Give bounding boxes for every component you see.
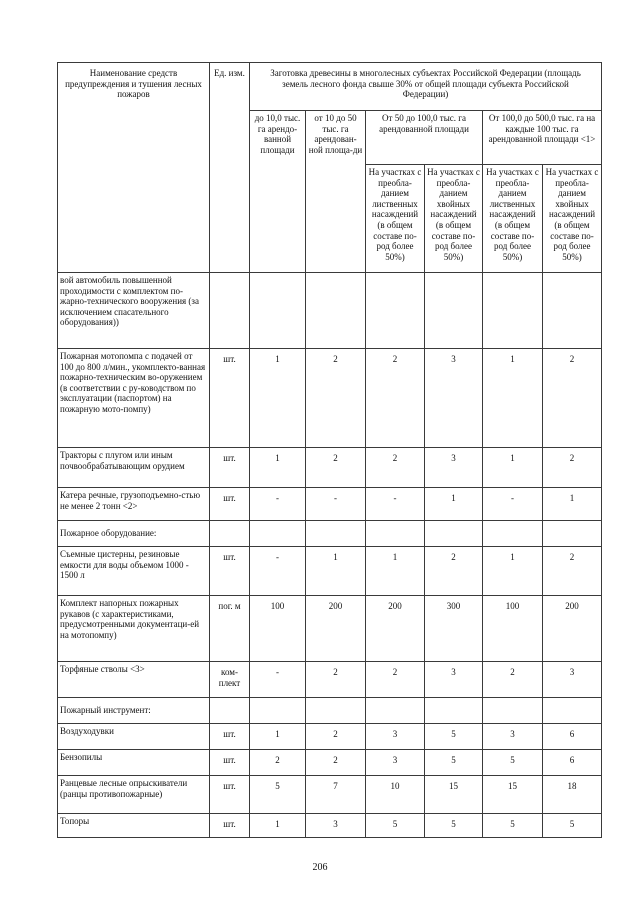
row-value: 1 — [483, 547, 543, 596]
row-value: 1 — [366, 547, 425, 596]
row-value: 200 — [366, 596, 425, 662]
row-value: 15 — [483, 776, 543, 814]
row-value: 3 — [306, 814, 366, 838]
row-value — [306, 273, 366, 349]
row-value — [250, 273, 306, 349]
row-value: - — [483, 488, 543, 521]
row-value: 2 — [543, 547, 602, 596]
header-100-to-500: От 100,0 до 500,0 тыс. га на каждые 100 тыс. га арендованной площади <1> — [483, 111, 602, 165]
row-value — [543, 521, 602, 547]
row-value: 2 — [366, 448, 425, 488]
row-value — [306, 698, 366, 724]
row-name: Катера речные, грузоподъемно-стью не менее 2 тонн <2> — [58, 488, 210, 521]
row-value: 2 — [543, 349, 602, 448]
row-value: 5 — [250, 776, 306, 814]
page-number: 206 — [312, 862, 328, 873]
row-value: 3 — [543, 662, 602, 698]
row-value: 5 — [543, 814, 602, 838]
row-value: 2 — [425, 547, 483, 596]
row-value: 7 — [306, 776, 366, 814]
table-row — [58, 662, 602, 698]
header-50-100-deciduous: На участках с преобла-данием лиственных насаждений (в общем составе по-род более 50%) — [366, 165, 425, 273]
row-value: 100 — [250, 596, 306, 662]
row-name: Пожарный инструмент: — [58, 698, 210, 724]
row-unit: шт. — [210, 448, 250, 488]
row-name: Торфяные стволы <3> — [58, 662, 210, 698]
header-50-to-100: От 50 до 100,0 тыс. га арендованной площади — [366, 111, 483, 165]
row-unit: шт. — [210, 349, 250, 448]
row-value: 1 — [483, 448, 543, 488]
header-up-to-10: до 10,0 тыс. га арендо-ванной площади — [250, 111, 306, 273]
row-unit: шт. — [210, 776, 250, 814]
row-unit — [210, 521, 250, 547]
row-value: 2 — [250, 750, 306, 776]
row-value — [250, 521, 306, 547]
row-value: 5 — [483, 750, 543, 776]
row-value: 2 — [366, 349, 425, 448]
header-name: Наименование средств предупреждения и тушения лесных пожаров — [58, 63, 210, 273]
row-value: 2 — [306, 750, 366, 776]
table-row — [58, 776, 602, 814]
row-unit: шт. — [210, 488, 250, 521]
table-row — [58, 349, 602, 448]
row-value: 18 — [543, 776, 602, 814]
row-name: Топоры — [58, 814, 210, 838]
row-value: 3 — [425, 448, 483, 488]
row-value: 2 — [306, 724, 366, 750]
row-name: Бензопилы — [58, 750, 210, 776]
row-unit: шт. — [210, 814, 250, 838]
row-value — [425, 273, 483, 349]
row-name: Пожарное оборудование: — [58, 521, 210, 547]
row-value: 1 — [250, 349, 306, 448]
row-value: - — [250, 547, 306, 596]
row-value: 1 — [483, 349, 543, 448]
row-value — [306, 521, 366, 547]
header-50-100-coniferous: На участках с преобла-данием хвойных насаждений (в общем составе по-род более 50%) — [425, 165, 483, 273]
table-row — [58, 814, 602, 838]
header-harvest-group: Заготовка древесины в многолесных субъектах Российской Федерации (площадь земель лесного фонда свыше 30% от общей площади субъекта Российской Федерации) — [250, 63, 602, 111]
header-100-500-deciduous: На участках с преобла-данием лиственных насаждений (в общем составе по-род более 50%) — [483, 165, 543, 273]
row-unit: пог. м — [210, 596, 250, 662]
row-value — [366, 698, 425, 724]
row-value: 3 — [366, 724, 425, 750]
row-value: 15 — [425, 776, 483, 814]
row-unit: шт. — [210, 724, 250, 750]
row-unit: ком-плект — [210, 662, 250, 698]
row-value: - — [250, 662, 306, 698]
table-row — [58, 750, 602, 776]
table-row — [58, 521, 602, 547]
row-value: 1 — [250, 814, 306, 838]
row-unit — [210, 698, 250, 724]
row-value: 3 — [483, 724, 543, 750]
row-value — [543, 698, 602, 724]
row-value: 2 — [306, 448, 366, 488]
row-value: - — [250, 488, 306, 521]
row-value: 5 — [425, 814, 483, 838]
row-value: 5 — [483, 814, 543, 838]
row-name: Комплект напорных пожарных рукавов (с характеристиками, предусмотренными документаци-ей на мотопомпу) — [58, 596, 210, 662]
row-value: 200 — [543, 596, 602, 662]
row-name: вой автомобиль повышенной проходимости с комплектом по-жарно-технического вооружения (за исключением спасательного оборудования)) — [58, 273, 210, 349]
row-value — [250, 698, 306, 724]
row-name: Съемные цистерны, резиновые емкости для воды объемом 1000 - 1500 л — [58, 547, 210, 596]
row-name: Тракторы с плугом или иным почвообрабатывающим орудием — [58, 448, 210, 488]
table-row — [58, 547, 602, 596]
row-unit: шт. — [210, 750, 250, 776]
row-value: 3 — [366, 750, 425, 776]
header-100-500-coniferous: На участках с преобла-данием хвойных насаждений (в общем составе по-род более 50%) — [543, 165, 602, 273]
row-name: Ранцевые лесные опрыскиватели (ранцы противопожарные) — [58, 776, 210, 814]
row-value: 1 — [543, 488, 602, 521]
row-value: 1 — [306, 547, 366, 596]
row-value — [366, 521, 425, 547]
row-value: 300 — [425, 596, 483, 662]
table-row — [58, 273, 602, 349]
row-value: 200 — [306, 596, 366, 662]
table-row — [58, 698, 602, 724]
row-value — [425, 521, 483, 547]
row-value: 100 — [483, 596, 543, 662]
row-value: 2 — [306, 662, 366, 698]
row-value: - — [366, 488, 425, 521]
row-unit — [210, 273, 250, 349]
row-value: - — [306, 488, 366, 521]
row-value — [425, 698, 483, 724]
row-value: 10 — [366, 776, 425, 814]
equipment-norms-table — [57, 62, 602, 838]
row-value — [483, 698, 543, 724]
header-10-to-50: от 10 до 50 тыс. га арендован-ной площа-ди — [306, 111, 366, 273]
row-value: 2 — [483, 662, 543, 698]
row-value: 2 — [366, 662, 425, 698]
row-value: 5 — [366, 814, 425, 838]
row-name: Пожарная мотопомпа с подачей от 100 до 800 л/мин., укомплекто-ванная пожарно-техническим во-оружением (в соответствии с ру-ководством по эксплуатации (паспортом) на пожарную мото-помпу) — [58, 349, 210, 448]
row-value: 2 — [543, 448, 602, 488]
row-value — [543, 273, 602, 349]
row-value: 1 — [250, 724, 306, 750]
row-value: 5 — [425, 724, 483, 750]
row-value — [483, 521, 543, 547]
row-value: 6 — [543, 724, 602, 750]
row-value — [483, 273, 543, 349]
row-value: 6 — [543, 750, 602, 776]
table-row — [58, 488, 602, 521]
header-unit: Ед. изм. — [210, 63, 250, 273]
row-unit: шт. — [210, 547, 250, 596]
row-name: Воздуходувки — [58, 724, 210, 750]
row-value: 1 — [250, 448, 306, 488]
row-value: 3 — [425, 349, 483, 448]
table-row — [58, 596, 602, 662]
row-value: 5 — [425, 750, 483, 776]
row-value: 3 — [425, 662, 483, 698]
row-value: 2 — [306, 349, 366, 448]
row-value: 1 — [425, 488, 483, 521]
table-row — [58, 448, 602, 488]
row-value — [366, 273, 425, 349]
table-row — [58, 724, 602, 750]
